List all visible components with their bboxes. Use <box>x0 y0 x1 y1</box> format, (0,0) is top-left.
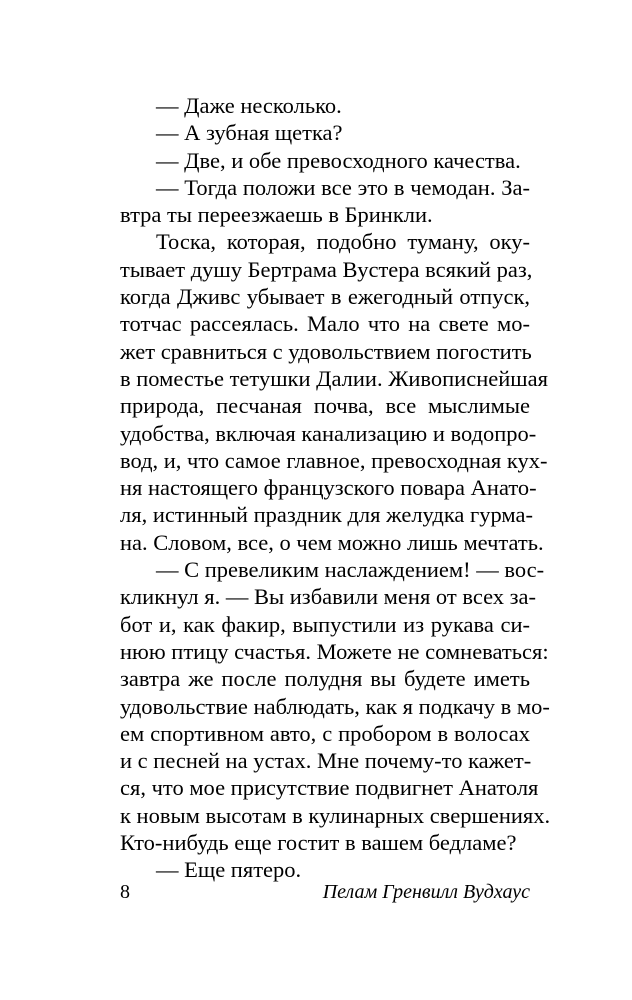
text-line: бот и, как факир, выпустили из рукава си- <box>120 611 530 637</box>
text-line: ся, что мое присутствие подвигнет Анатоля <box>120 775 539 801</box>
text-line: кликнул я. — Вы избавили меня от всех за- <box>120 584 537 610</box>
text-line: ня настоящего французского повара Анато- <box>120 475 537 501</box>
text-line: — Еще пятеро. <box>156 857 302 883</box>
body-text <box>120 92 551 884</box>
text-line: — Тогда положи все это в чемодан. За- <box>156 174 530 200</box>
text-line: нюю птицу счастья. Можете не сомневаться: <box>120 638 549 664</box>
text-line: втра ты переезжаешь в Бринкли. <box>120 202 433 228</box>
running-title: Пелам Гренвилл Вудхаус <box>322 881 530 903</box>
text-line: — Две, и обе превосходного качества. <box>156 147 521 173</box>
text-line: тотчас рассеялась. Мало что на свете мо- <box>120 311 530 337</box>
text-line: удовольствие наблюдать, как я подкачу в мо- <box>120 693 550 719</box>
text-line: ем спортивном авто, с пробором в волосах <box>120 720 530 746</box>
text-line: Тоска, которая, подобно туману, оку- <box>156 229 530 255</box>
text-line: к новым высотам в кулинарных свершениях. <box>120 802 551 828</box>
text-line: и с песней на устах. Мне почему-то кажет- <box>120 748 532 774</box>
text-line: — С превеликим наслаждением! — вос- <box>156 557 545 583</box>
text-line: когда Дживс убывает в ежегодный отпуск, <box>120 284 530 310</box>
text-line: на. Словом, все, о чем можно лишь мечтать. <box>120 529 544 555</box>
text-line: жет сравниться с удовольствием погостить <box>120 338 532 364</box>
text-line: вод, и, что самое главное, превосходная кух- <box>120 447 548 473</box>
text-line: тывает душу Бертрама Вустера всякий раз, <box>120 256 533 282</box>
text-line: Кто-нибудь еще гостит в вашем бедламе? <box>120 830 517 856</box>
text-line: ля, истинный праздник для желудка гурма- <box>120 502 533 528</box>
text-line: в поместье тетушки Далии. Живописнейшая <box>120 365 548 391</box>
text-line: завтра же после полудня вы будете иметь <box>120 666 530 692</box>
text-line: удобства, включая канализацию и водопро- <box>120 420 537 446</box>
text-line: — Даже несколько. <box>156 93 342 118</box>
text-line: природа, песчаная почва, все мыслимые <box>120 393 530 419</box>
text-line: — А зубная щетка? <box>156 120 343 146</box>
page-number: 8 <box>120 881 130 903</box>
